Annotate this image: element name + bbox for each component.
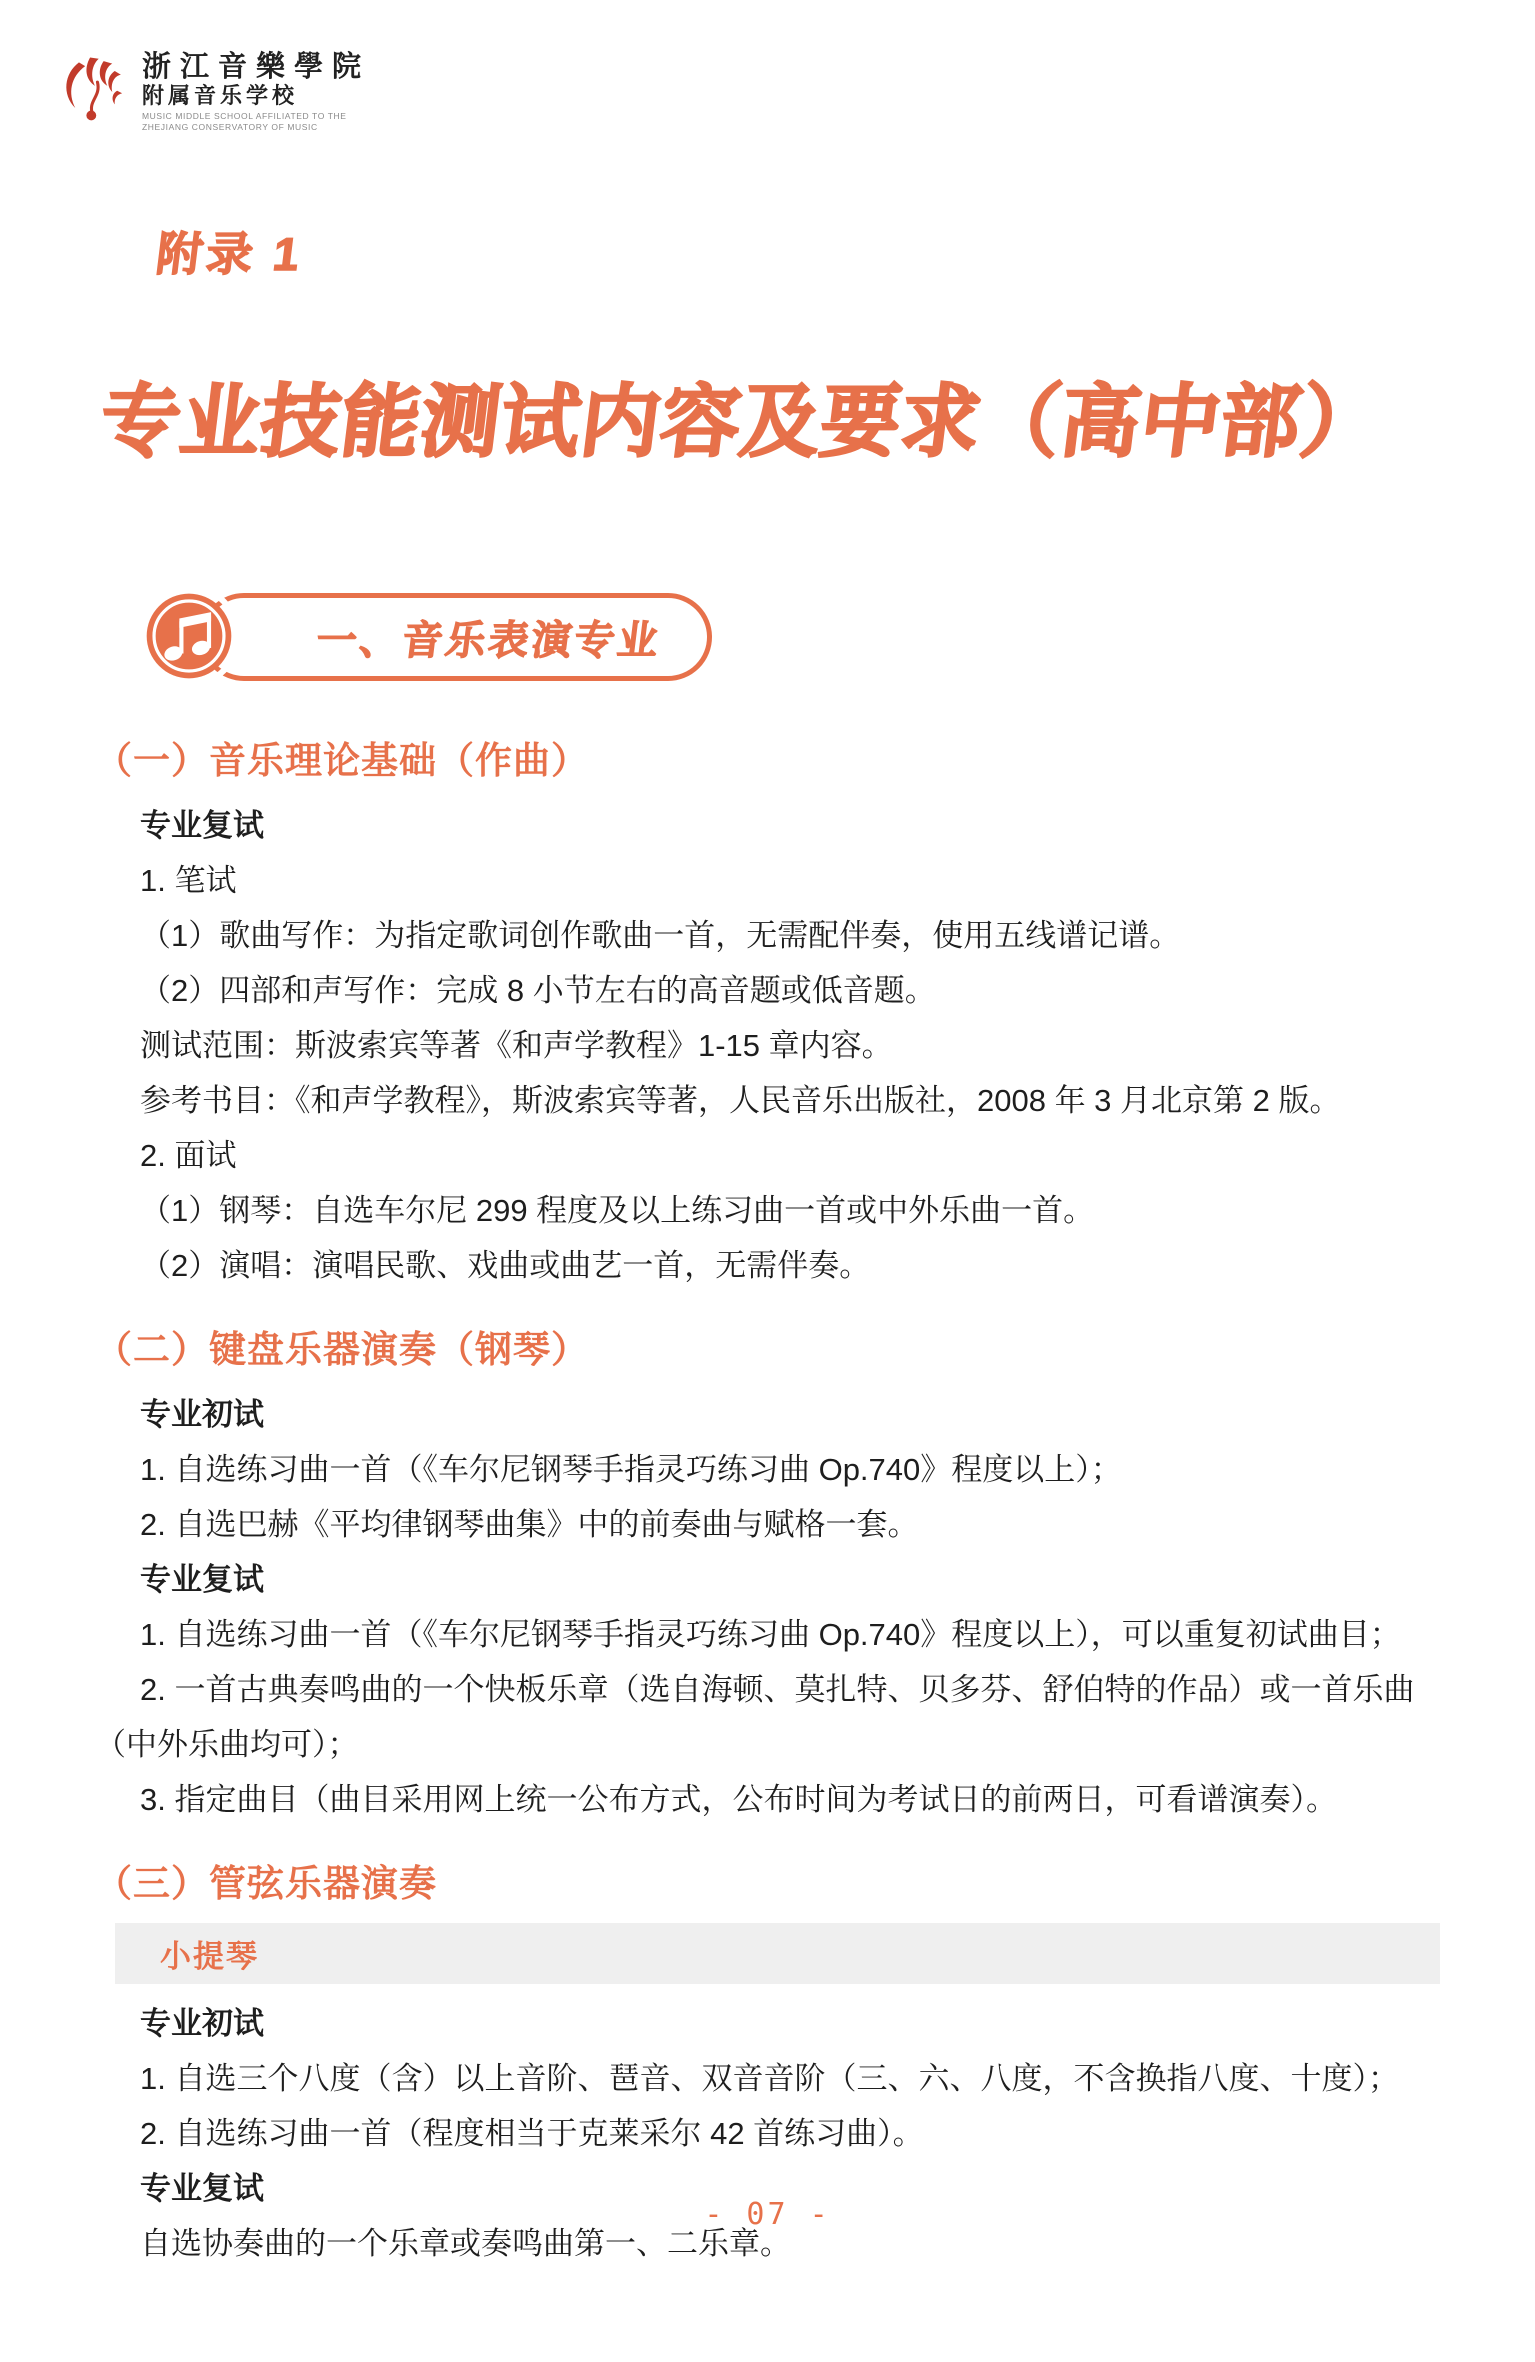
round-subheading: 专业复试 bbox=[140, 1562, 264, 1597]
requirement-text: 2. 自选巴赫《平均律钢琴曲集》中的前奏曲与赋格一套。 bbox=[140, 1507, 919, 1542]
logo-english-line1: MUSIC MIDDLE SCHOOL AFFILIATED TO THE bbox=[142, 111, 347, 121]
section-body bbox=[95, 798, 1440, 1293]
section-heading: （三）管弦乐器演奏 bbox=[95, 1863, 437, 1904]
requirement-text: （2）四部和声写作：完成 8 小节左右的高音题或低音题。 bbox=[140, 973, 936, 1008]
logo-name-school: 附属音乐学校 bbox=[142, 83, 299, 108]
requirement-text: 1. 自选练习曲一首（《车尔尼钢琴手指灵巧练习曲 Op.740》程度以上）； bbox=[140, 1452, 1122, 1487]
round-subheading: 专业初试 bbox=[140, 2006, 264, 2041]
school-logo bbox=[58, 49, 371, 132]
logo-name-calligraphy: 浙江音樂學院 bbox=[142, 49, 371, 83]
round-subheading: 专业初试 bbox=[140, 1397, 264, 1432]
requirement-text: 2. 一首古典奏鸣曲的一个快板乐章（选自海顿、莫扎特、贝多芬、舒伯特的作品）或一首乐曲（中外乐曲均可）； bbox=[95, 1672, 1415, 1762]
requirement-text: 3. 指定曲目（曲目采用网上统一公布方式，公布时间为考试日的前两日，可看谱演奏）。 bbox=[140, 1782, 1337, 1817]
requirement-text: （1）钢琴：自选车尔尼 299 程度及以上练习曲一首或中外乐曲一首。 bbox=[140, 1193, 1095, 1228]
logo-english-line2: ZHEJIANG CONSERVATORY OF MUSIC bbox=[142, 121, 318, 132]
major-banner bbox=[95, 590, 1440, 684]
banner-label: 一、音乐表演专业 bbox=[313, 618, 664, 663]
requirement-text: 测试范围：斯波索宾等著《和声学教程》1-15 章内容。 bbox=[140, 1028, 893, 1063]
requirement-text: （2）演唱：演唱民歌、戏曲或曲艺一首，无需伴奏。 bbox=[140, 1248, 871, 1283]
page-number: - 07 - bbox=[704, 2197, 831, 2232]
requirement-text: 参考书目：《和声学教程》，斯波索宾等著，人民音乐出版社，2008 年 3 月北京第 2 版。 bbox=[140, 1083, 1341, 1118]
requirement-text: 2. 面试 bbox=[140, 1138, 237, 1173]
round-subheading: 专业复试 bbox=[140, 2171, 264, 2206]
exam-section bbox=[95, 1319, 1440, 1827]
section-body bbox=[95, 1387, 1440, 1827]
requirement-text: 1. 自选练习曲一首（《车尔尼钢琴手指灵巧练习曲 Op.740》程度以上），可以重复初试曲目； bbox=[140, 1617, 1401, 1652]
sections-container bbox=[95, 730, 1440, 2271]
banner-pill bbox=[200, 593, 712, 681]
phoenix-treble-clef-logo-icon bbox=[58, 55, 132, 129]
logo-name-english bbox=[142, 111, 370, 132]
section-heading: （一）音乐理论基础（作曲） bbox=[95, 740, 589, 781]
requirement-text: 自选协奏曲的一个乐章或奏鸣曲第一、二乐章。 bbox=[140, 2226, 791, 2261]
round-subheading: 专业复试 bbox=[140, 808, 264, 843]
requirement-text: 2. 自选练习曲一首（程度相当于克莱采尔 42 首练习曲）。 bbox=[140, 2116, 924, 2151]
content-column bbox=[0, 218, 1535, 2271]
section-heading: （二）键盘乐器演奏（钢琴） bbox=[95, 1329, 589, 1370]
appendix-label: 附录 1 bbox=[153, 228, 307, 280]
requirement-text: 1. 笔试 bbox=[140, 863, 237, 898]
music-note-icon bbox=[143, 590, 235, 682]
page-title: 专业技能测试内容及要求（高中部） bbox=[95, 377, 1387, 466]
requirement-text: （1）歌曲写作：为指定歌词创作歌曲一首，无需配伴奏，使用五线谱记谱。 bbox=[140, 918, 1181, 953]
logo-text bbox=[142, 49, 371, 132]
exam-section bbox=[95, 730, 1440, 1293]
requirement-text: 1. 自选三个八度（含）以上音阶、琶音、双音音阶（三、六、八度，不含换指八度、十度）； bbox=[140, 2061, 1399, 2096]
instrument-bar bbox=[115, 1923, 1440, 1984]
instrument-label: 小提琴 bbox=[160, 1939, 259, 1974]
